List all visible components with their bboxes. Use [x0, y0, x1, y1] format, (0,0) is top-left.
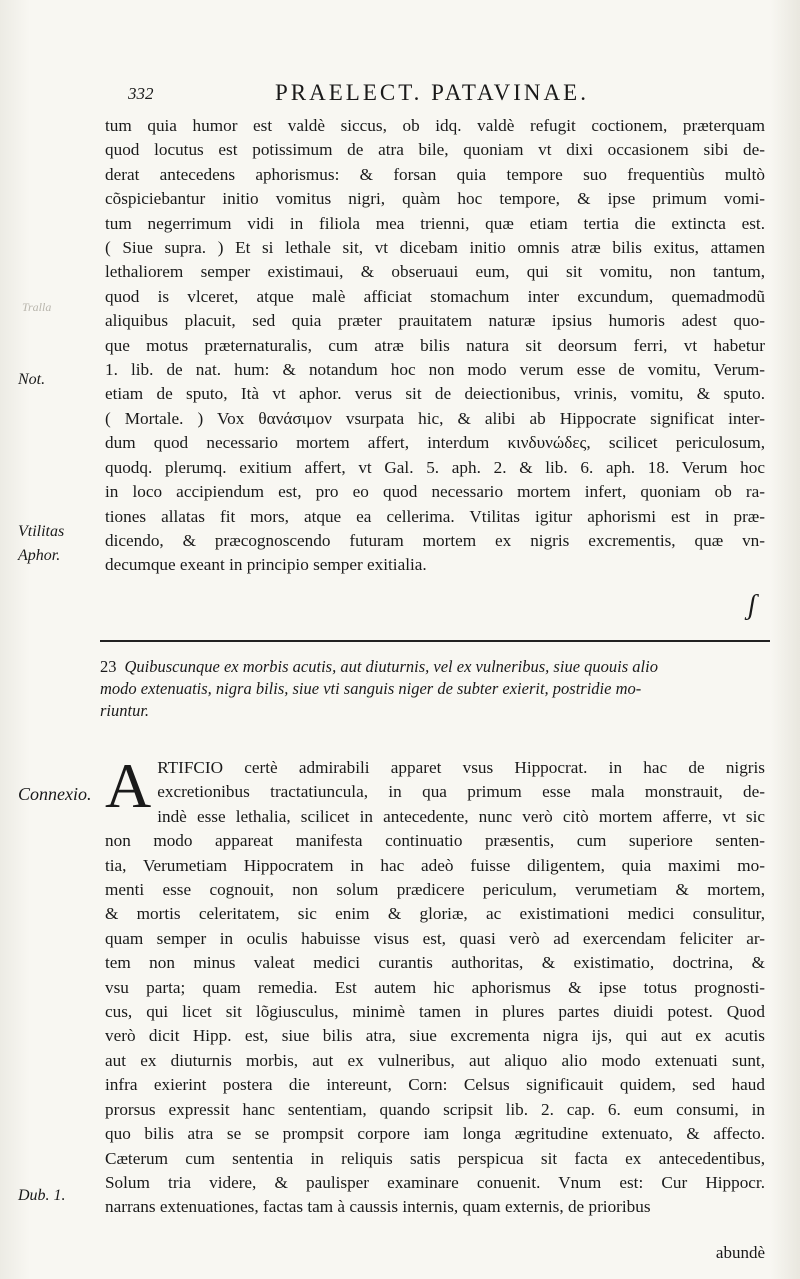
- text-line: que motus præternaturalis, cum atræ bilis natura sit deorsum ferri, vt habetur: [105, 335, 765, 355]
- text-line: ( Mortale. ) Vox θανάσιμον vsurpata hic, & alibi ab Hippocrate significat inter-: [105, 408, 765, 428]
- text-line: verò dicit Hipp. est, siue bilis atra, siue excrementa nigra ijs, qui aut ex acutis: [105, 1026, 765, 1046]
- text-line: menti esse cognouit, non solum prædicere periculum, verumetiam & mortem,: [105, 880, 765, 900]
- section-rule: [100, 640, 770, 642]
- text-line: aut ex diuturnis morbis, aut ex vulneribus, aut aliquo alio modo extenuati sunt,: [105, 1050, 765, 1070]
- commentary-paragraph-2: [105, 750, 765, 1220]
- text-line: non modo appareat manifesta continuatio præsentis, cum superiore senten-: [105, 831, 765, 851]
- text-line: & mortis celeritatem, sic enim & gloriæ, ac existimationi medici consulitur,: [105, 904, 765, 924]
- text-line: vsu parta; quam remedia. Est autem hic aphorismus & ipse totus prognosti-: [105, 977, 765, 997]
- text-line: indè esse lethalia, scilicet in antecedente, nunc verò citò mortem afferre, vt sic: [157, 806, 765, 826]
- text-line: narrans extenuationes, factas tam à caussis internis, quam externis, de prioribus: [105, 1197, 651, 1217]
- text-line: in loco accipiendum est, pro eo quod necessario mortem infert, quoniam ob ra-: [105, 482, 765, 502]
- aphorism-line: riuntur.: [100, 701, 150, 720]
- catchword: abundè: [715, 1243, 765, 1262]
- text-line: tem non minus valeat medici curantis authoritas, & existimatio, doctrina, &: [105, 953, 765, 973]
- text-line: aliquibus placuit, sed quia præter prauitatem naturæ ipsius humoris adest quo-: [105, 311, 765, 331]
- text-line: excretionibus tractatiuncula, in qua primum esse mala monstrauit, de-: [157, 782, 765, 802]
- aphorism-line: modo extenuatis, nigra bilis, siue vti sanguis niger de subter exierit, postridie mo-: [100, 679, 642, 698]
- margin-note-not: Not.: [18, 371, 46, 388]
- text-line: dicendo, & præcognoscendo futuram mortem ex nigris excrementis, quæ vn-: [105, 530, 765, 550]
- aphorism-text: [100, 656, 770, 722]
- aphorism-number: 23: [100, 657, 117, 676]
- text-line: tum negerrimum vidi in filiola mea trienni, quæ etiam tertia die extincta est.: [105, 213, 765, 233]
- margin-note-aphor: Aphor.: [18, 547, 61, 564]
- text-line: lethaliorem semper existimaui, & obseruaui eum, qui sit vomitu, non tantum,: [105, 262, 765, 282]
- margin-note-connexio: Connexio.: [18, 784, 92, 804]
- running-title: PRAELECT. PATAVINAE.: [275, 80, 589, 105]
- section-end-mark: ʃ: [748, 590, 757, 621]
- text-line: quod is vlceret, atque malè afficiat stomachum inter excundum, quemadmodũ: [105, 286, 765, 306]
- text-line: infra exierint postera die intereunt, Corn: Celsus significauit quidem, sed haud: [105, 1075, 765, 1095]
- text-line: ( Siue supra. ) Et si lethale sit, vt dicebam initio omnis atræ bilis exitus, attamen: [105, 238, 765, 258]
- page-number: 332: [128, 84, 154, 103]
- text-line: Cæterum cum sententia in reliquis satis perspicua sit facta ex antecedentibus,: [105, 1148, 765, 1168]
- text-line: derat antecedens aphorismus: & forsan quia tempore suo frequentiùs multò: [105, 164, 765, 184]
- commentary-paragraph-1: [105, 114, 765, 578]
- text-line: RTIFCIO certè admirabili apparet vsus Hippocrat. in hac de nigris: [157, 758, 765, 777]
- page-header: [120, 80, 680, 110]
- bleed-through-text: Tralla: [22, 300, 52, 314]
- margin-note-utilitas: Vtilitas: [18, 523, 65, 540]
- text-line: decumque exeant in principio semper exitialia.: [105, 555, 427, 575]
- drop-cap: A: [105, 750, 152, 821]
- text-line: tum quia humor est valdè siccus, ob idq. valdè refugit coctionem, præterquam: [105, 116, 765, 135]
- text-line: Solum tria videre, & paulisper examinare conuenit. Vnum est: Cur Hippocr.: [105, 1172, 765, 1192]
- text-line: prorsus expressit hanc sententiam, quando scripsit lib. 2. cap. 6. eum consumi, in: [105, 1099, 765, 1119]
- text-line: cus, qui licet sit lõgiusculus, minimè tamen in plures partes diuidi potest. Quod: [105, 1002, 765, 1022]
- text-line: quod locutus est potissimum de atra bile, quoniam vt dixi occasionem sibi de-: [105, 140, 765, 160]
- text-line: 1. lib. de nat. hum: & notandum hoc non modo verum esse de vomitu, Verum-: [105, 360, 765, 380]
- text-line: quam semper in oculis habuisse visus est, quasi verò ad exercendam feliciter ar-: [105, 928, 765, 948]
- text-line: etiam de sputo, Ità vt aphor. verus sit de deiectionibus, vrinis, vomitu, & sputo.: [105, 384, 765, 404]
- text-line: tia, Verumetiam Hippocratem in hac adeò fuisse diligentem, quia maximi mo-: [105, 855, 765, 875]
- text-line: tiones allatas fit mors, atque ea cellerima. Vtilitas igitur aphorismi est in præ-: [105, 506, 765, 526]
- text-line: quodq. plerumq. exitium affert, vt Gal. 5. aph. 2. & lib. 6. aph. 18. Verum hoc: [105, 457, 765, 477]
- text-line: cõspiciebantur initio vomitus nigri, quàm hoc tempore, & ipse primum vomi-: [105, 189, 765, 209]
- aphorism-line: Quibuscunque ex morbis acutis, aut diuturnis, vel ex vulneribus, siue quouis alio: [124, 657, 658, 676]
- margin-note-dub: Dub. 1.: [18, 1187, 66, 1204]
- text-line: quo bilis atra se se prompsit corpore iam longa ægritudine extenuato, & affecto.: [105, 1124, 765, 1144]
- text-line: dum quod necessario mortem affert, interdum κινδυνώδες, scilicet periculosum,: [105, 433, 765, 453]
